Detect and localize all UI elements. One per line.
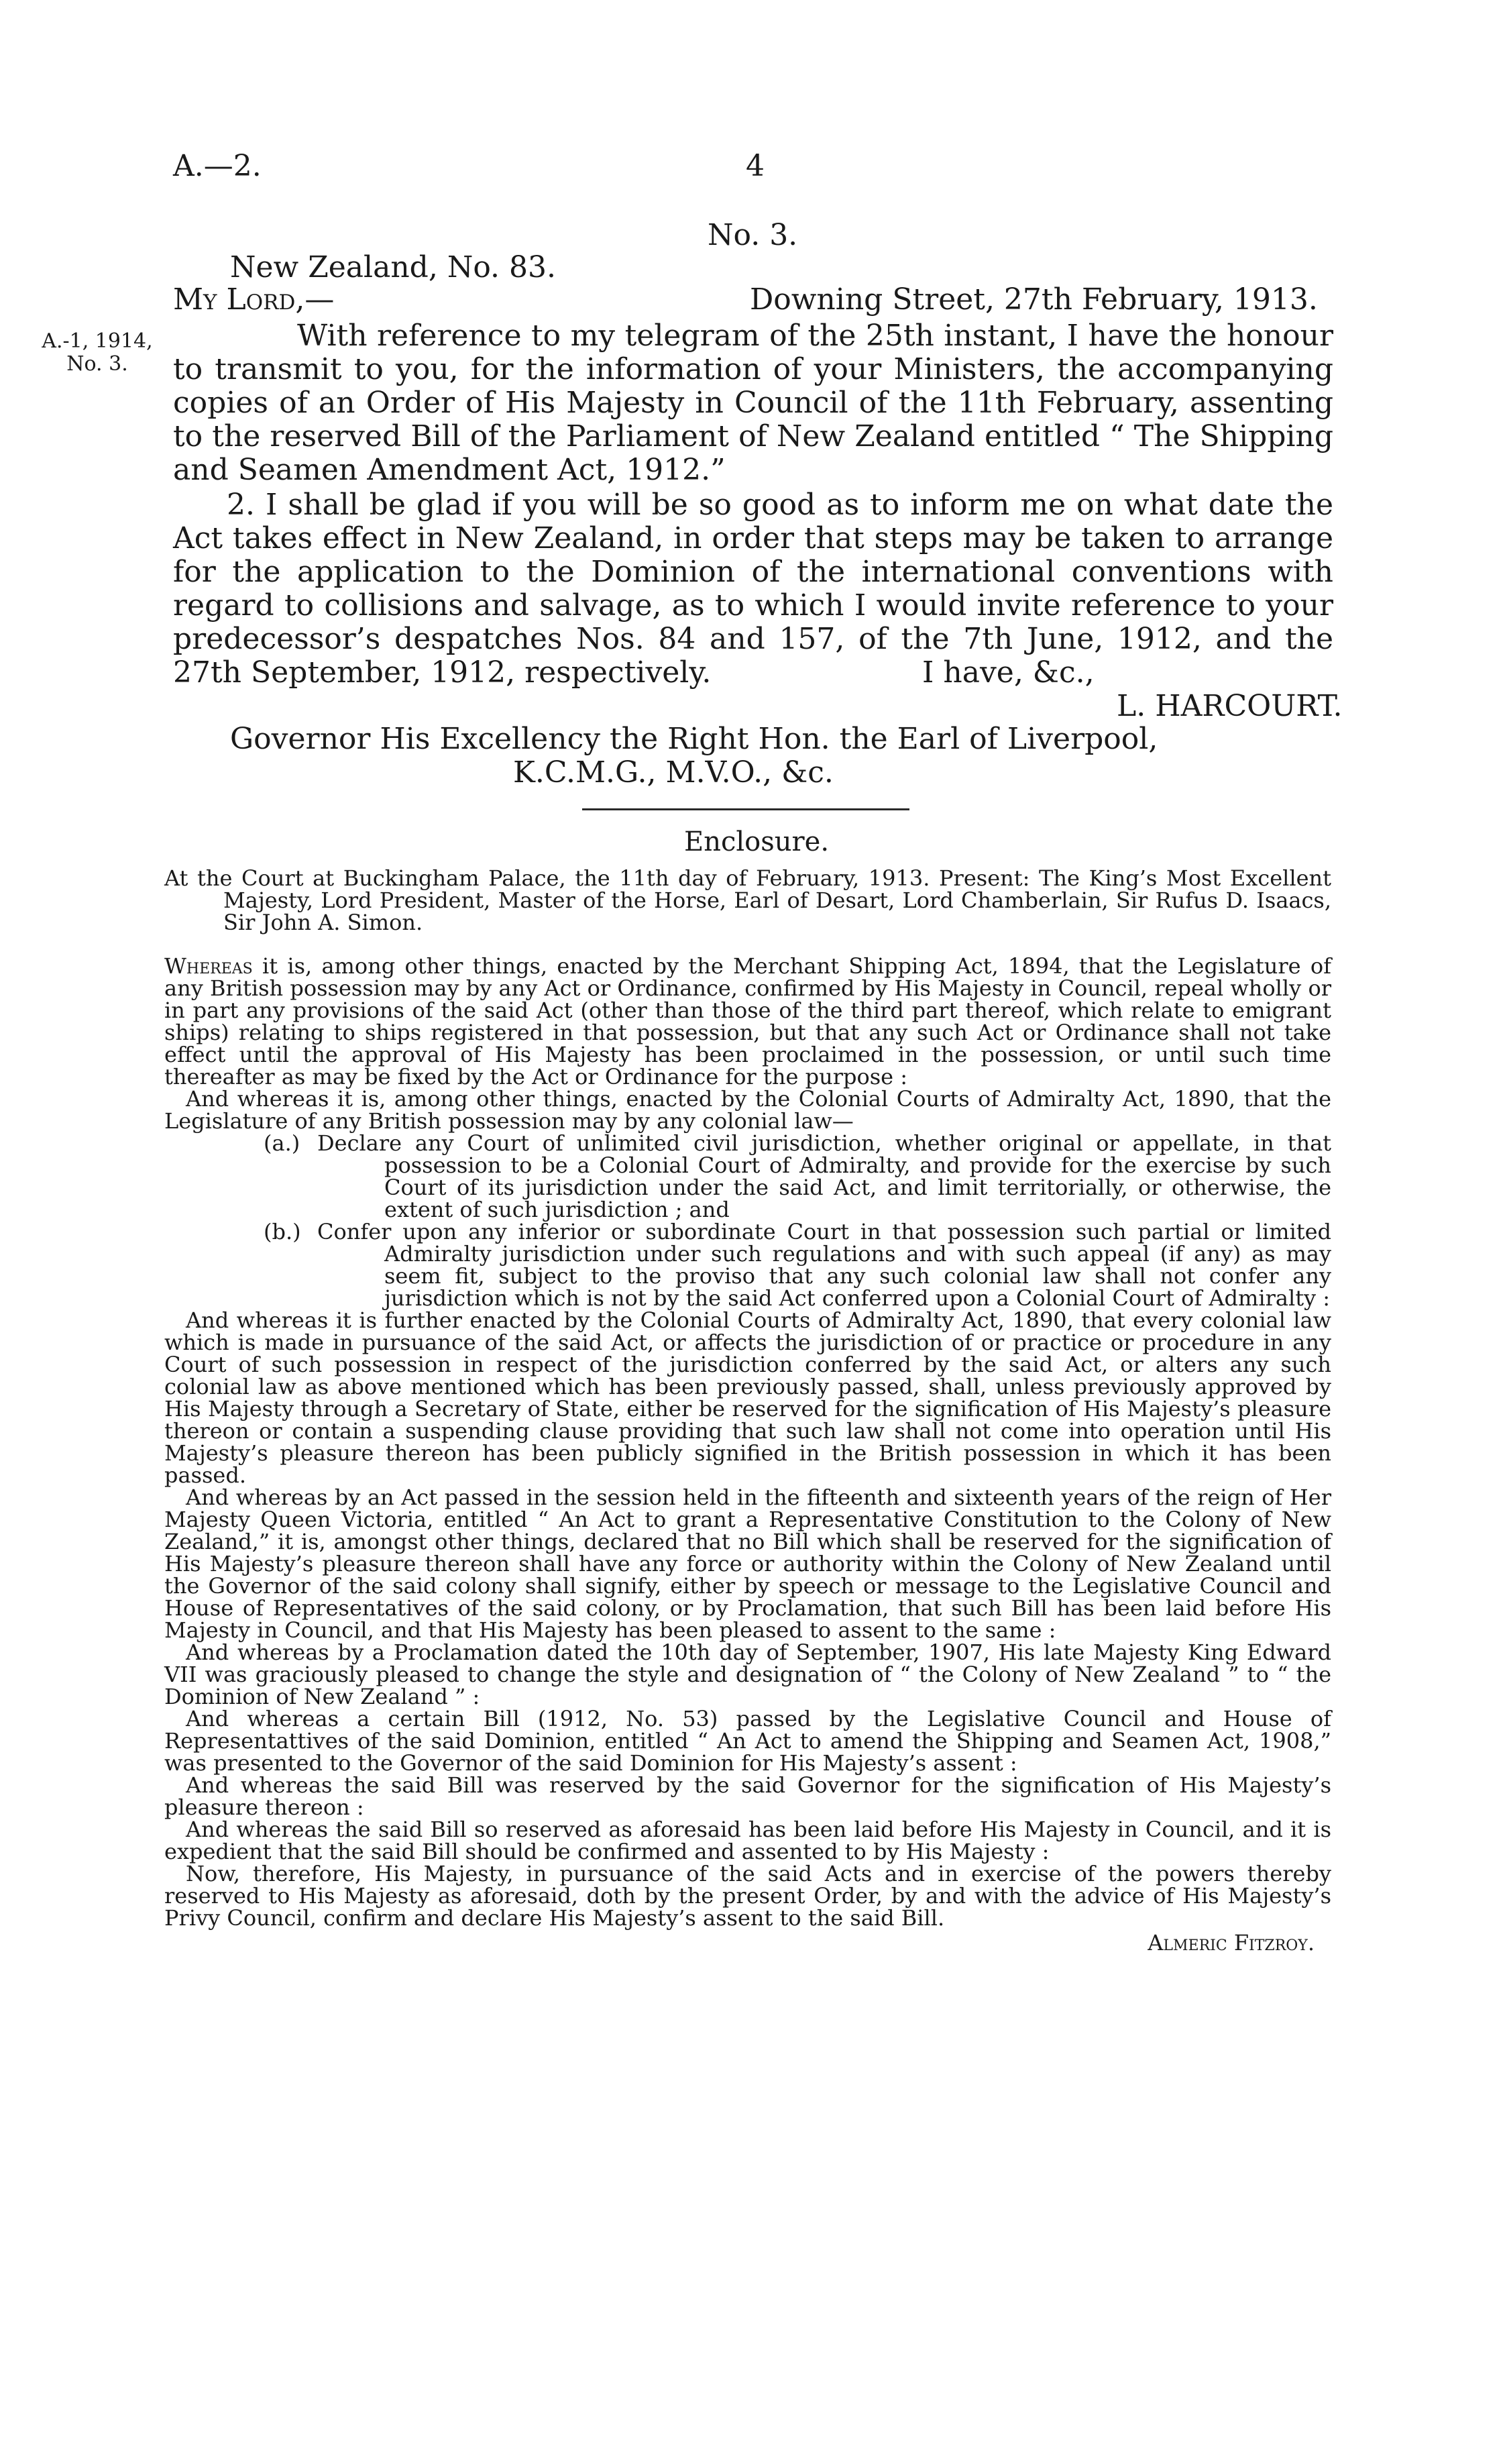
enclosure-paragraph: And whereas it is, among other things, enacted by the Colonial Courts of Admiralty Act, 1890, that the Legislature of any British possession may by any colonial law— bbox=[164, 1086, 1331, 1134]
margin-note-line: No. 3. bbox=[66, 352, 128, 376]
list-item-a bbox=[264, 1132, 1331, 1221]
letter-closing: I have, &c., bbox=[922, 655, 1095, 690]
enclosure-paragraph bbox=[164, 955, 1331, 1088]
enclosure-paragraph: Now, therefore, His Majesty, in pursuance of the said Acts and in exercise of the powers thereby reserved to His Majesty as aforesaid, doth by the present Order, by and with the advice of His Majesty’s Privy Council, confirm and declare His Majesty’s assent to the said Bill. bbox=[164, 1861, 1331, 1931]
enclosure-body bbox=[164, 955, 1331, 1954]
list-item-text: Confer upon any inferior or subordinate Court in that possession such partial or limited Admiralty jurisdiction under such regulations and with such appeal (if any) as may seem fit, subject to the proviso that any such colonial law shall not confer any jurisdiction which is not by the said Act conferred upon a Colonial Court of Admiralty : bbox=[317, 1219, 1331, 1311]
enclosure-paragraph: And whereas the said Bill was reserved by the said Governor for the signification of His Majesty’s pleasure thereon : bbox=[164, 1772, 1331, 1820]
list-item-label: (b.) bbox=[264, 1219, 301, 1244]
enclosure-paragraph-text: it is, among other things, enacted by the Merchant Shipping Act, 1894, that the Legislature of any British possession may by any Act or Ordinance, confirmed by His Majesty in Council, repeal wholly or in part any provisions of the said Act (other than those of the third part thereof, which relate to emigrant ships) relating to ships registered in that possession, but that any such Act or Ordinance shall not take effect until the approval of His Majesty has been proclaimed in the possession, or until such time thereafter as may be fixed by the Act or Ordinance for the purpose : bbox=[164, 953, 1331, 1089]
document-reference: A.—2. bbox=[173, 149, 262, 183]
enclosure-title: Enclosure. bbox=[684, 826, 830, 857]
whereas-lead: Whereas bbox=[164, 953, 253, 979]
enclosure-opening bbox=[164, 867, 1331, 934]
margin-note-line: A.-1, 1914, bbox=[42, 329, 153, 353]
list-item-text: Declare any Court of unlimited civil jurisdiction, whether original or appellate, in that possession to be a Colonial Court of Admiralty, and provide for the exercise by such Court of its jurisdiction under the said Act, and limit territorially, or otherwise, the extent of such jurisdiction ; and bbox=[317, 1130, 1331, 1222]
letter-paragraph-2: 2. I shall be glad if you will be so good as to inform me on what date the Act takes effect in New Zealand, in order that steps may be taken to arrange for the application to the Dominion of the international conventions with regard to collisions and salvage, as to which I would invite reference to your predecessor’s despatches Nos. 84 and 157, of the 7th June, 1912, and the 27th September, 1912, respectively. bbox=[173, 488, 1333, 690]
list-item-label: (a.) bbox=[264, 1130, 300, 1156]
letter-addressee: Governor His Excellency the Right Hon. the Earl of Liverpool, bbox=[230, 722, 1158, 756]
court-attendance: At the Court at Buckingham Palace, the 11th day of February, 1913. Present: The King’s Most Excellent Majesty, Lord President, Master of the Horse, Earl of Desart, Lord Chamberlain, Sir Rufus D. Isaacs, Sir John A. Simon. bbox=[164, 865, 1331, 935]
salutation: My Lord,— bbox=[173, 282, 335, 317]
letter-place-date: Downing Street, 27th February, 1913. bbox=[750, 282, 1318, 317]
enclosure-paragraph: And whereas by a Proclamation dated the 10th day of September, 1907, His late Majesty King Edward VII was graciously pleased to change the style and designation of “ the Colony of New Zealand ” to “ the Dominion of New Zealand ” : bbox=[164, 1640, 1331, 1709]
order-signatory: Almeric Fitzroy. bbox=[1148, 1930, 1315, 1956]
enclosure-paragraph: And whereas it is further enacted by the Colonial Courts of Admiralty Act, 1890, that every colonial law which is made in pursuance of the said Act, or affects the jurisdiction of or practice or procedure in any Court of such possession in respect of the jurisdiction conferred by the said Act, or alters any such colonial law as above mentioned which has been previously passed, shall, unless previously approved by His Majesty through a Secretary of State, either be reserved for the signification of His Majesty’s pleasure thereon or contain a suspending clause providing that such law shall not come into operation until His Majesty’s pleasure thereon has been publicly signified in the British possession in which it has been passed. bbox=[164, 1307, 1331, 1488]
dispatch-reference: New Zealand, No. 83. bbox=[230, 250, 556, 284]
letter-addressee-honours: K.C.M.G., M.V.O., &c. bbox=[513, 755, 834, 790]
margin-note bbox=[27, 330, 168, 376]
letter-number: No. 3. bbox=[708, 218, 798, 252]
enclosure-paragraph: And whereas by an Act passed in the session held in the fifteenth and sixteenth years of the reign of Her Majesty Queen Victoria, entitled “ An Act to grant a Representative Constitution to the Colony of New Zealand,” it is, amongst other things, declared that no Bill which shall be reserved for the signification of His Majesty’s pleasure thereon shall have any force or authority within the Colony of New Zealand until the Governor of the said colony shall signify, either by speech or message to the Legislative Council and House of Representatives of the said colony, or by Proclamation, that such Bill has been laid before His Majesty in Council, and that His Majesty has been pleased to assent to the same : bbox=[164, 1485, 1331, 1643]
enclosure-paragraph: And whereas a certain Bill (1912, No. 53) passed by the Legislative Council and House of Representattives of the said Dominion, entitled “ An Act to amend the Shipping and Seamen Act, 1908,” was presented to the Governor of the said Dominion for His Majesty’s assent : bbox=[164, 1706, 1331, 1776]
page-number: 4 bbox=[746, 149, 765, 183]
list-item-b bbox=[264, 1221, 1331, 1309]
letter-paragraph-1: With reference to my telegram of the 25th instant, I have the honour to transmit to you, for the information of your Ministers, the accompanying copies of an Order of His Majesty in Council of the 11th February, assenting to the reserved Bill of the Parliament of New Zealand entitled “ The Shipping and Seamen Amendment Act, 1912.” bbox=[173, 319, 1333, 487]
letter-signature: L. HARCOURT. bbox=[1117, 689, 1343, 723]
section-divider bbox=[582, 808, 909, 810]
enclosure-paragraph: And whereas the said Bill so reserved as aforesaid has been laid before His Majesty in Council, and it is expedient that the said Bill should be confirmed and assented to by His Majesty : bbox=[164, 1817, 1331, 1864]
